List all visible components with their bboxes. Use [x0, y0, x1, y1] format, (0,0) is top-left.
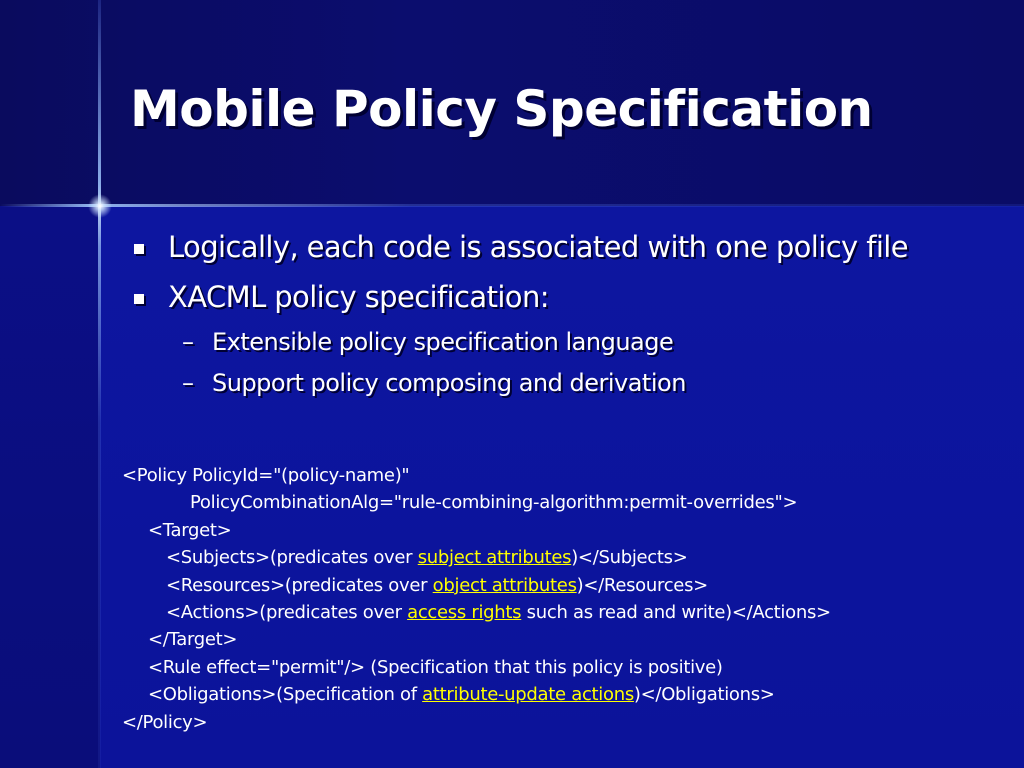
bullet-item: [130, 228, 1000, 278]
code-text: PolicyCombinationAlg="rule-combining-algorithm:permit-overrides">: [190, 492, 798, 514]
code-text: )</Subjects>: [571, 547, 688, 569]
horizontal-accent-line: [0, 204, 1024, 207]
bullet-list: [130, 228, 1000, 410]
square-bullet-icon: [134, 244, 144, 254]
xacml-policy-code: [122, 462, 1002, 736]
code-line: [122, 654, 1002, 681]
code-line: [122, 489, 1002, 516]
sparkle-icon: [88, 194, 112, 218]
code-text: <Policy PolicyId="(policy-name)": [122, 465, 410, 486]
code-line: [122, 599, 1002, 626]
sub-bullet-text: Extensible policy specification language: [212, 328, 674, 356]
code-text: <Rule effect="permit"/> (Specification that this policy is positive): [148, 656, 723, 678]
code-text: )</Resources>: [576, 574, 708, 596]
access-rights-link[interactable]: access rights: [407, 601, 522, 623]
code-line: [122, 544, 1002, 571]
code-text: <Target>: [148, 519, 232, 541]
left-band: [0, 206, 100, 768]
dash-bullet: –: [182, 369, 194, 397]
square-bullet-icon: [134, 294, 144, 304]
code-text: <Actions>(predicates over: [166, 601, 408, 623]
code-text: <Obligations>(Specification of: [148, 684, 423, 706]
bullet-item: [130, 278, 1000, 328]
code-line: [122, 462, 1002, 489]
code-line: [122, 572, 1002, 599]
code-text: </Policy>: [122, 711, 208, 733]
code-text: </Target>: [148, 629, 238, 651]
sub-bullet-item: [130, 369, 1000, 410]
code-line: [122, 709, 1002, 736]
sub-bullet-item: [130, 328, 1000, 369]
code-text: <Resources>(predicates over: [166, 574, 433, 596]
attribute-update-actions-link[interactable]: attribute-update actions: [422, 684, 634, 706]
sub-bullet-text: Support policy composing and derivation: [212, 369, 686, 397]
bullet-text: Logically, each code is associated with one policy file: [168, 230, 909, 264]
code-text: such as read and write)</Actions>: [521, 601, 831, 623]
code-line: [122, 681, 1002, 708]
code-line: [122, 517, 1002, 544]
subject-attributes-link[interactable]: subject attributes: [417, 547, 572, 569]
slide-title: Mobile Policy Specification: [130, 80, 873, 138]
vertical-accent-line: [98, 0, 101, 768]
code-line: [122, 626, 1002, 653]
object-attributes-link[interactable]: object attributes: [432, 574, 577, 596]
code-text: <Subjects>(predicates over: [166, 547, 418, 569]
bullet-text: XACML policy specification:: [168, 280, 549, 314]
dash-bullet: –: [182, 328, 194, 356]
code-text: )</Obligations>: [633, 684, 775, 706]
